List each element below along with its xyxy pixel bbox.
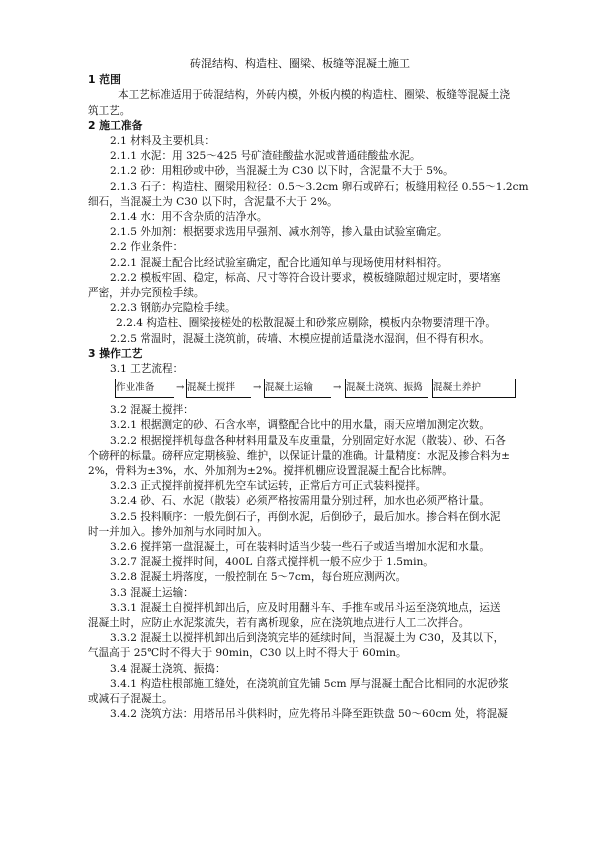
paragraph: 3.1 工艺流程： xyxy=(110,363,184,375)
subsection-heading: 3.4 混凝土浇筑、振捣： xyxy=(110,662,226,675)
flow-step: 混凝土搅拌 xyxy=(186,379,251,398)
paragraph: 2.1.4 水：用不含杂质的洁净水。 xyxy=(110,211,268,223)
paragraph: 2.1 材料及主要机具： xyxy=(110,135,215,147)
paragraph: 3.2.1 根据测定的砂、石含水率，调整配合比中的用水量，雨天应增加测定次数。 xyxy=(110,419,490,432)
paragraph: 或减石子混凝土。 xyxy=(88,693,173,705)
paragraph: 2.1.5 外加剂：根据要求选用早强剂、减水剂等，掺入量由试验室确定。 xyxy=(110,226,448,239)
paragraph: 3.3.1 混凝土自搅拌机卸出后，应及时用翻斗车、手推车或吊斗运至浇筑地点，运送 xyxy=(110,601,501,614)
paragraph: 2.2 作业条件： xyxy=(110,241,184,254)
paragraph: 3.4.2 浇筑方法：用塔吊吊斗供料时，应先将吊斗降至距铁盘 50～60cm 处，将混凝 xyxy=(110,708,508,721)
paragraph: 3.2.7 混凝土搅拌时间，400L 自落式搅拌机一般不应少于 1.5min。 xyxy=(110,556,434,569)
paragraph: 2.2.5 常温时，混凝土浇筑前，砖墙、木模应提前适量浇水湿润，但不得有积水。 xyxy=(110,332,490,345)
paragraph: 3.2.6 搅拌第一盘混凝土，可在装料时适当少装一些石子或适当增加水泥和水量。 xyxy=(110,541,490,553)
paragraph: 本工艺标准适用于砖混结构，外砖内模，外板内模的构造柱、圈梁、板缝等混凝土浇 xyxy=(118,89,510,102)
paragraph: 细石，当混凝土为 C30 以下时，含泥量不大于 2%。 xyxy=(88,195,338,208)
arrow-right-icon: → xyxy=(176,382,185,394)
document-title: 砖混结构、构造柱、圈梁、板缝等混凝土施工 xyxy=(190,57,410,70)
paragraph: 3.2.2 根据搅拌机每盘各种材料用量及车皮重量，分别固定好水泥（散装）、砂、石各 xyxy=(110,434,506,447)
flow-step: 混凝土浇筑、振捣 xyxy=(345,379,428,398)
paragraph: 时一并加入。掺外加剂与水同时加入。 xyxy=(88,525,269,538)
paragraph: 2.2.4 构造柱、圈梁接槎处的松散混凝土和砂浆应剔除，模板内杂物要清理干净。 xyxy=(116,317,496,330)
paragraph: 2.1.3 石子：构造柱、圈梁用粒径：0.5～3.2cm 卵石或碎石；板缝用粒径 0.55～1.2cm xyxy=(110,180,529,193)
paragraph: 2.2.2 模板牢固、稳定，标高、尺寸等符合设计要求，模板缝隙超过规定时，要堵塞 xyxy=(110,271,501,284)
section-3-heading: 3 操作工艺 xyxy=(88,346,143,360)
paragraph: 3.2.5 投料顺序：一般先倒石子，再倒水泥，后倒砂子，最后加水。掺合料在倒水泥 xyxy=(110,510,501,523)
arrow-right-icon: → xyxy=(333,382,342,394)
paragraph: 3.3 混凝土运输： xyxy=(110,586,194,599)
paragraph: 筑工艺。 xyxy=(88,104,131,117)
paragraph: 2.1.1 水泥：用 325～425 号矿渣硅酸盐水泥或普通硅酸盐水泥。 xyxy=(110,150,421,163)
flow-step: 混凝土运输 xyxy=(264,379,331,398)
flow-step: 混凝土养护 xyxy=(432,379,516,398)
flow-step: 作业准备 xyxy=(115,379,174,398)
paragraph: 3.2 混凝土搅拌： xyxy=(110,404,194,417)
section-2-heading: 2 施工准备 xyxy=(88,118,143,132)
paragraph: 2.2.3 钢筋办完隐检手续。 xyxy=(110,302,236,315)
paragraph: 3.2.8 混凝土坍落度，一般控制在 5～7cm，每台班应测两次。 xyxy=(110,571,407,584)
section-1-heading: 1 范围 xyxy=(88,73,121,87)
paragraph: 3.2.3 正式搅拌前搅拌机先空车试运转，正常后方可正式装料搅拌。 xyxy=(110,480,427,493)
paragraph: 混凝土时，应防止水泥浆流失，若有离析现象，应在浇筑地点进行人工二次拌合。 xyxy=(88,617,470,629)
paragraph: 个磅秤的标量。磅秤应定期核验、维护，以保证计量的准确。计量精度：水泥及掺合料为± xyxy=(88,449,511,462)
paragraph: 2.1.2 砂：用粗砂或中砂，当混凝土为 C30 以下时，含泥量不大于 5%。 xyxy=(110,165,454,178)
paragraph: 2%，骨料为±3%，水、外加剂为±2%。搅拌机棚应设置混凝土配合比标牌。 xyxy=(88,465,453,477)
arrow-right-icon: → xyxy=(253,382,262,394)
paragraph: 严密，并办完预检手续。 xyxy=(88,287,205,299)
paragraph: 3.3.2 混凝土以搅拌机卸出后到浇筑完毕的延续时间，当混凝土为 C30，及其以下， xyxy=(110,632,505,645)
paragraph: 3.4.1 构造柱根部施工缝处，在浇筑前宜先铺 5cm 厚与混凝土配合比相同的水泥砂浆 xyxy=(110,677,509,690)
paragraph: 2.2.1 混凝土配合比经试验室确定，配合比通知单与现场使用材料相符。 xyxy=(110,256,448,269)
paragraph: 3.2.4 砂、石、水泥（散装）必须严格按需用量分别过秤，加水也必须严格计量。 xyxy=(110,495,490,508)
paragraph: 气温高于 25℃时不得大于 90min，C30 以上时不得大于 60min。 xyxy=(88,647,407,660)
